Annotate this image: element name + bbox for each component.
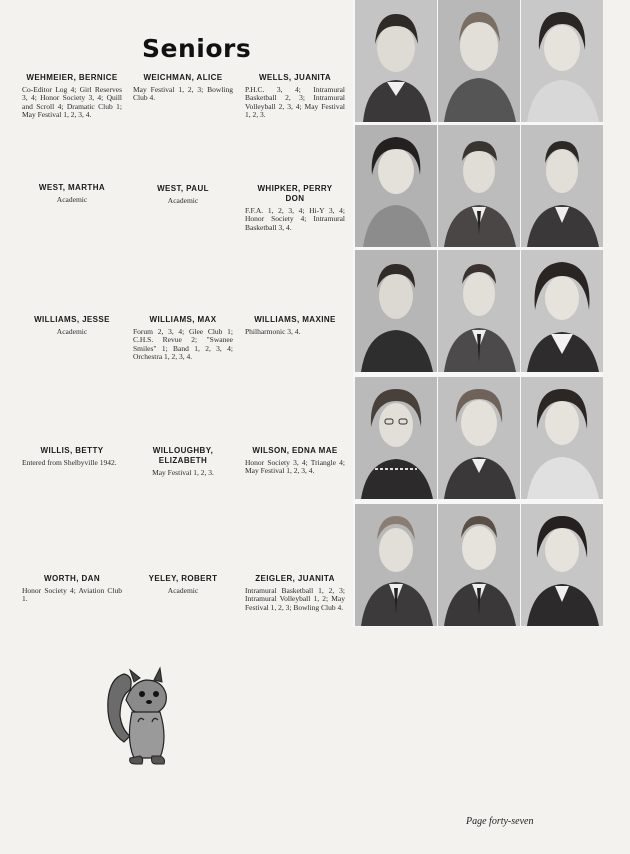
senior-entry (133, 73, 233, 103)
senior-activities: Philharmonic 3, 4. (245, 327, 301, 336)
senior-entry (22, 73, 122, 120)
senior-entry (22, 446, 122, 467)
portrait-photo (521, 250, 603, 372)
senior-name: ZEIGLER, JUANITA (255, 574, 335, 583)
senior-entry (22, 315, 122, 336)
portrait-photo (438, 250, 520, 372)
senior-activities: Academic (167, 196, 199, 205)
senior-name: WILLIS, BETTY (40, 446, 104, 455)
portrait-photo (438, 377, 520, 499)
senior-name: YELEY, ROBERT (148, 574, 218, 583)
senior-activities: Academic (56, 327, 88, 336)
senior-entry (245, 184, 345, 232)
page-title: Seniors (142, 34, 252, 63)
senior-entry (245, 315, 345, 336)
senior-activities: Academic (56, 195, 88, 204)
portrait-photo (438, 504, 520, 626)
senior-name: WEST, MARTHA (38, 183, 106, 192)
senior-activities: Honor Society 4; Aviation Club 1. (22, 586, 122, 604)
senior-activities: F.F.A. 1, 2, 3, 4; Hi-Y 3, 4; Honor Society 4; Intramural Basketball 3, 4. (245, 206, 345, 232)
portrait-photo (521, 0, 603, 122)
senior-activities: Academic (167, 586, 199, 595)
senior-name: WEST, PAUL (157, 184, 209, 193)
portrait-photo (355, 0, 437, 122)
portrait-photo (438, 0, 520, 122)
senior-entry (133, 184, 233, 205)
senior-entry (133, 574, 233, 595)
portrait-photo (438, 125, 520, 247)
senior-activities: Honor Society 3, 4; Triangle 4; May Festival 1, 2, 3, 4. (245, 458, 345, 476)
senior-entry (133, 315, 233, 362)
senior-activities: May Festival 1, 2, 3; Bowling Club 4. (133, 85, 233, 103)
portrait-photo (521, 504, 603, 626)
senior-name: WILSON, EDNA MAE (252, 446, 338, 455)
portrait-photo (355, 377, 437, 499)
senior-activities: Intramural Basketball 1, 2, 3; Intramural Volleyball 1, 2; May Festival 1, 2, 3; Bowling Club 4. (245, 586, 345, 612)
page-number: Page forty-seven (466, 816, 534, 827)
senior-name: WEICHMAN, ALICE (143, 73, 223, 82)
portrait-photo (355, 125, 437, 247)
portrait-photo (355, 250, 437, 372)
portrait-photo (355, 504, 437, 626)
senior-name: WORTH, DAN (44, 574, 100, 583)
senior-activities: Co-Editor Log 4; Girl Reserves 3, 4; Honor Society 3, 4; Quill and Scroll 4; Dramatic Club 1; May Festival 1, 2, 3, 4. (22, 85, 122, 120)
senior-entry (133, 446, 233, 477)
portrait-grid (353, 0, 603, 627)
senior-name: WELLS, JUANITA (258, 73, 332, 82)
squirrel-mascot-icon (104, 660, 178, 770)
senior-name: WILLIAMS, MAXINE (254, 315, 336, 324)
senior-name: WEHMEIER, BERNICE (26, 73, 118, 82)
senior-entry (22, 183, 122, 204)
senior-name: WILLIAMS, JESSE (34, 315, 110, 324)
senior-activities: Forum 2, 3, 4; Glee Club 1; C.H.S. Revue 2; "Swanee Smiles" 1; Band 1, 2, 3, 4; Orchestra 1, 2, 3, 4. (133, 327, 233, 362)
senior-activities: P.H.C. 3, 4; Intramural Basketball 2, 3; Intramural Volleyball 2, 3, 4; May Festival 1, 2, 3. (245, 85, 345, 120)
senior-entry (245, 446, 345, 476)
senior-name: WHIPKER, PERRY DON (257, 184, 333, 203)
senior-activities: May Festival 1, 2, 3. (152, 468, 214, 477)
portrait-photo (521, 125, 603, 247)
senior-entry (245, 574, 345, 612)
portrait-photo (521, 377, 603, 499)
senior-entry (22, 574, 122, 604)
senior-activities: Entered from Shelbyville 1942. (22, 458, 117, 467)
senior-name: WILLIAMS, MAX (149, 315, 217, 324)
senior-entry (245, 73, 345, 120)
senior-name: WILLOUGHBY, ELIZABETH (152, 446, 214, 465)
